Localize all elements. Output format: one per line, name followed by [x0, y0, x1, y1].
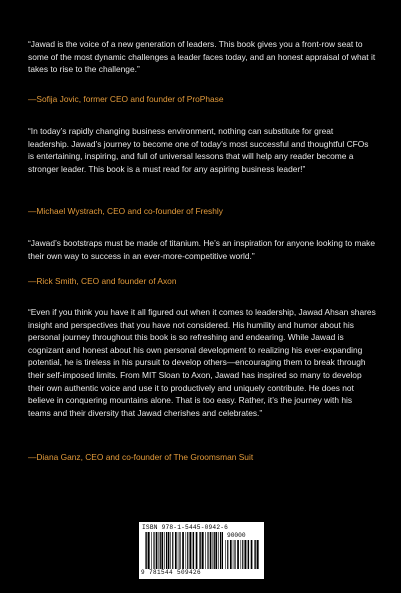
- barcode-bar: [170, 532, 171, 569]
- barcode-bar: [172, 532, 173, 569]
- barcode-bar: [248, 540, 249, 569]
- barcode-bar: [193, 532, 194, 569]
- barcode-bar: [199, 532, 200, 569]
- barcode-bar: [220, 532, 221, 569]
- barcode-bar: [187, 532, 188, 569]
- barcode-bar: [159, 532, 160, 569]
- barcode-bar: [202, 532, 204, 569]
- barcode-bar: [257, 540, 259, 569]
- ean-number: 9 781544 509426: [141, 569, 202, 576]
- quote-attribution: —Rick Smith, CEO and founder of Axon: [28, 276, 177, 286]
- barcode-bar: [186, 532, 187, 569]
- barcode-bar: [161, 532, 163, 569]
- barcode-bar: [255, 540, 256, 569]
- barcode-bar: [237, 540, 239, 569]
- barcode-bar: [222, 532, 223, 569]
- barcode-bar: [230, 540, 232, 569]
- barcode-bar: [145, 532, 146, 569]
- barcode-bar: [247, 540, 248, 569]
- barcode-bar: [164, 532, 165, 569]
- barcode-bar: [151, 532, 152, 569]
- barcode-bar: [160, 532, 161, 569]
- barcode-bar: [178, 532, 179, 569]
- isbn-barcode: [139, 522, 264, 579]
- barcode-bar: [215, 532, 217, 569]
- barcode-bar: [168, 532, 170, 569]
- barcode-bar: [251, 540, 253, 569]
- quote-text: “Jawad is the voice of a new generation of leaders. This book gives you a front-row seat to some of the most dynamic challenges a leader faces today, and an honest appraisal of what it takes to rise to the challenge.”: [28, 39, 376, 75]
- barcode-bar: [148, 532, 150, 569]
- barcode-bar: [205, 532, 206, 569]
- addon-number: 90000: [227, 532, 246, 539]
- barcode-bar: [241, 540, 242, 569]
- barcode-bar: [233, 540, 234, 569]
- barcode-bar: [254, 540, 255, 569]
- barcode-bar: [196, 532, 198, 569]
- barcode-bar: [214, 532, 215, 569]
- barcode-bar: [175, 532, 177, 569]
- quote-text: “In today’s rapidly changing business environment, nothing can substitute for great leadership. Jawad’s journey to become one of today’s most successful and thoughtful CFOs is entertaining, inspiring, and full of universal lessons that will help any reader become a stronger leader. This book is a must read for any aspiring business leader!”: [28, 126, 369, 174]
- quote-attribution: —Michael Wystrach, CEO and co-founder of Freshly: [28, 206, 223, 216]
- barcode-bar: [207, 532, 208, 569]
- barcode-bar: [242, 540, 243, 569]
- barcode-bar: [227, 540, 228, 569]
- isbn-label: ISBN 978-1-5445-0942-6: [142, 524, 229, 531]
- barcode-bar: [153, 532, 154, 569]
- barcode-bar: [244, 540, 246, 569]
- barcode-bar: [225, 540, 226, 569]
- quote-attribution: —Diana Ganz, CEO and co-founder of The Groomsman Suit: [28, 452, 254, 462]
- barcode-bar: [146, 532, 147, 569]
- quote-attribution: —Sofija Jovic, former CEO and founder of ProPhase: [28, 94, 224, 104]
- barcode-bar: [210, 532, 212, 569]
- barcode-bar: [200, 532, 201, 569]
- barcode-bar: [189, 532, 191, 569]
- ean-bars: [145, 532, 223, 569]
- barcode-bar: [156, 532, 158, 569]
- quote-text: “Jawad’s bootstraps must be made of titanium. He’s an inspiration for anyone looking to make their own way to success in an ever-more-competitive world.”: [28, 238, 375, 261]
- barcode-bar: [179, 532, 180, 569]
- barcode-bar: [182, 532, 184, 569]
- quote-text: “Even if you think you have it all figured out when it comes to leadership, Jawad Ahsan shares insight and perspectives that you have not considered. His humility and humor about his personal journey throughout this book is so refreshing and endearing. While Jawad is cognizant and honest about his own personal development to realizing his ever-expanding potential, he is tireless in his pursuit to develop others—encouraging them to break through their self-imposed limits. From MIT Sloan to Axon, Jawad has inspired so many to develop their own authentic voice and use it to productively and uniquely contribute. He does not believe in conquering mountains alone. That is too easy. Rather, it’s the journey with his teams and their diversity that Jawad cherishes and celebrates.”: [28, 307, 376, 418]
- barcode-bar: [218, 532, 219, 569]
- barcode-bar: [166, 532, 167, 569]
- barcode-bar: [213, 532, 214, 569]
- barcode-bar: [234, 540, 235, 569]
- addon-bars: [225, 540, 259, 569]
- barcode-bar: [192, 532, 193, 569]
